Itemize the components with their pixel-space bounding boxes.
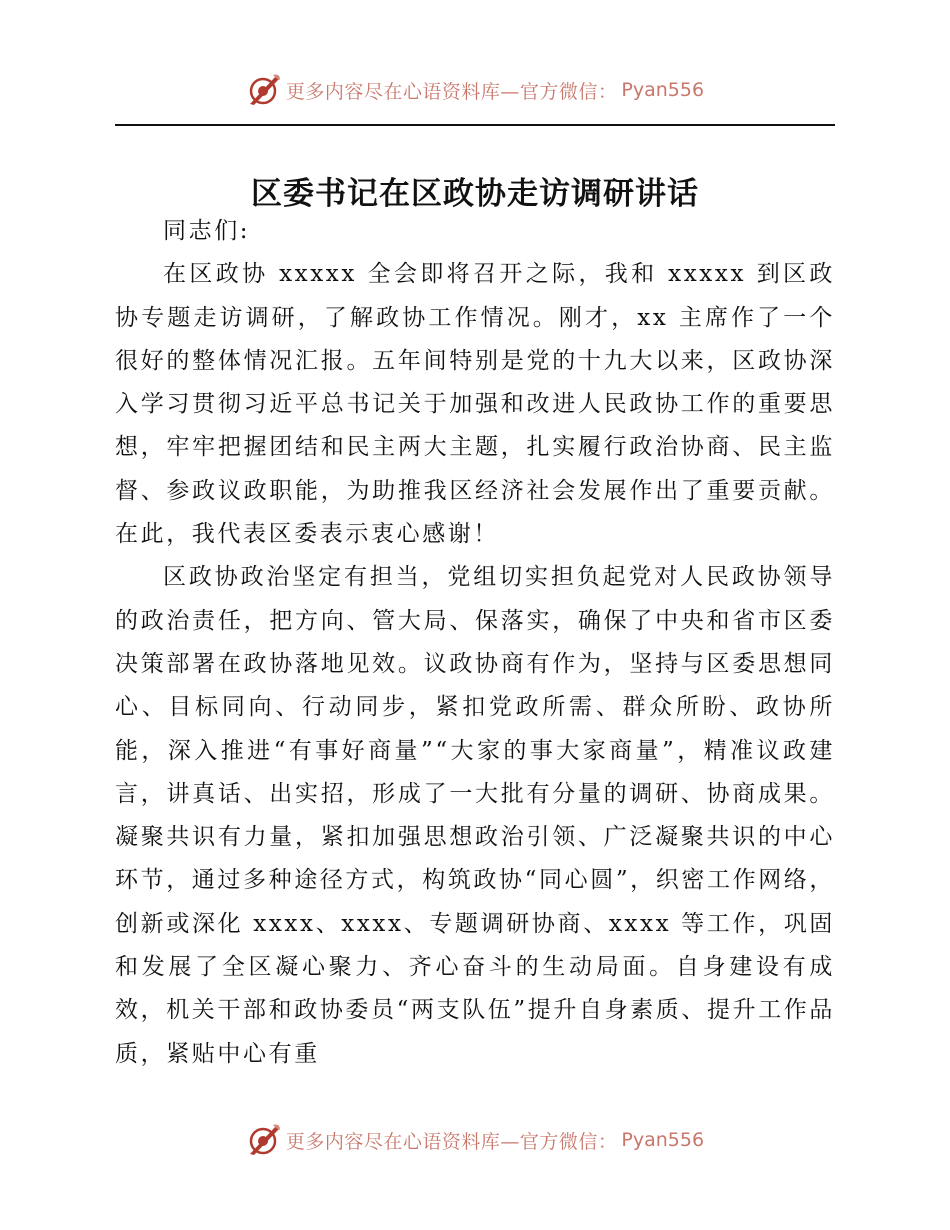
header-wechat-id: Pyan556 [621, 79, 705, 101]
header-divider [115, 124, 835, 126]
footer-wechat-id: Pyan556 [621, 1129, 705, 1151]
salutation: 同志们: [163, 218, 251, 244]
quill-logo-icon [246, 1122, 282, 1158]
paragraph-1: 在区政协 xxxxx 全会即将召开之际，我和 xxxxx 到区政协专题走访调研，了解政协工作情况。刚才，xx 主席作了一个很好的整体情况汇报。五年间特别是党的十九大以来，区政协深入学习贯彻习近平总书记关于加强和改进人民政协工作的重要思想，牢牢把握团结和民主两大主题，扎实履行政治协商、民主监督、参政议政职能，为助推我区经济社会发展作出了重要贡献。在此，我代表区委表示衷心感谢！ [115, 261, 835, 548]
footer-banner [0, 1120, 950, 1160]
paragraph-2: 区政协政治坚定有担当，党组切实担负起党对人民政协领导的政治责任，把方向、管大局、保落实，确保了中央和省市区委决策部署在政协落地见效。议政协商有作为，坚持与区委思想同心、目标同向、行动同步，紧扣党政所需、群众所盼、政协所能，深入推进“有事好商量”“大家的事大家商量”，精准议政建言，讲真话、出实招，形成了一大批有分量的调研、协商成果。凝聚共识有力量，紧扣加强思想政治引领、广泛凝聚共识的中心环节，通过多种途径方式，构筑政协“同心圆”，织密工作网络，创新或深化 xxxx、xxxx、专题调研协商、xxxx 等工作，巩固和发展了全区凝心聚力、齐心奋斗的生动局面。自身建设有成效，机关干部和政协委员“两支队伍”提升自身素质、提升工作品质，紧贴中心有重 [115, 564, 835, 1067]
quill-logo-icon [246, 72, 282, 108]
header-banner [0, 70, 950, 110]
header-banner-text: 更多内容尽在心语资料库—官方微信： [285, 80, 618, 103]
footer-banner-text: 更多内容尽在心语资料库—官方微信： [285, 1130, 618, 1153]
document-body [115, 210, 835, 1076]
document-title: 区委书记在区政协走访调研讲话 [251, 176, 699, 212]
